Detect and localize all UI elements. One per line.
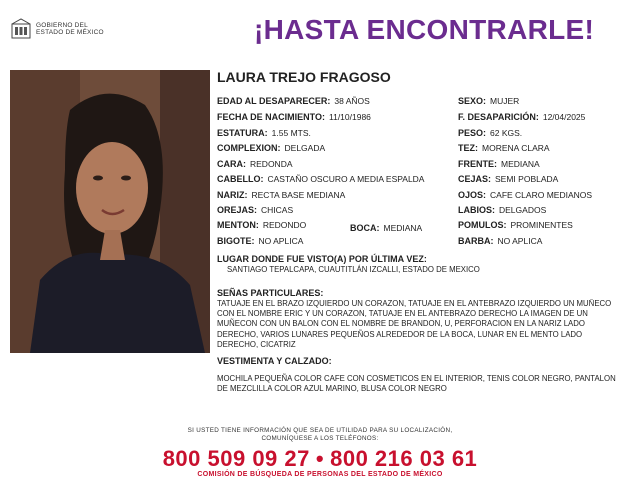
footer-info-line-1: SI USTED TIENE INFORMACIÓN QUE SEA DE UTILIDAD PARA SU LOCALIZACIÓN, bbox=[187, 427, 453, 434]
field-ears bbox=[217, 205, 293, 215]
field-label: CABELLO: bbox=[217, 174, 264, 184]
field-value: SEMI POBLADA bbox=[495, 174, 559, 184]
field-value: PROMINENTES bbox=[510, 220, 573, 230]
field-value: REDONDO bbox=[262, 220, 307, 230]
person-photo bbox=[10, 70, 210, 353]
field-label: CARA: bbox=[217, 159, 246, 169]
field-value: NO APLICA bbox=[497, 236, 543, 246]
field-label: PESO: bbox=[458, 128, 487, 138]
field-value: MEDIANA bbox=[501, 159, 540, 169]
government-logo bbox=[10, 18, 104, 40]
field-value: NO APLICA bbox=[258, 236, 304, 246]
field-value: REDONDA bbox=[250, 159, 293, 169]
field-label: BIGOTE: bbox=[217, 236, 255, 246]
field-label: OREJAS: bbox=[217, 205, 258, 215]
field-value: MEDIANA bbox=[383, 223, 423, 233]
phone-separator: • bbox=[315, 446, 325, 471]
phone-numbers bbox=[0, 446, 640, 472]
person-portrait-icon bbox=[10, 70, 210, 353]
field-value: 1.55 MTS. bbox=[271, 128, 311, 138]
field-label: COMPLEXION: bbox=[217, 143, 281, 153]
field-build bbox=[217, 143, 325, 153]
field-forehead bbox=[458, 159, 540, 169]
field-disappearance-date bbox=[458, 112, 585, 122]
field-label: F. DESAPARICIÓN: bbox=[458, 112, 539, 122]
footer-info-line-2: COMUNÍQUESE A LOS TELÉFONOS: bbox=[261, 435, 379, 442]
field-label: FECHA DE NACIMIENTO: bbox=[217, 112, 325, 122]
logo-line-1: GOBIERNO DEL bbox=[36, 21, 88, 29]
phone-1[interactable]: 800 509 09 27 bbox=[162, 446, 310, 471]
field-value: RECTA BASE MEDIANA bbox=[251, 190, 346, 200]
field-label: LABIOS: bbox=[458, 205, 495, 215]
headline: ¡HASTA ENCONTRARLE! bbox=[254, 14, 595, 45]
field-label: BARBA: bbox=[458, 236, 494, 246]
field-label: TEZ: bbox=[458, 143, 478, 153]
field-value: CAFE CLARO MEDIANOS bbox=[490, 190, 593, 200]
field-hair bbox=[217, 174, 424, 184]
field-value: 38 AÑOS bbox=[334, 96, 370, 106]
field-label: FRENTE: bbox=[458, 159, 497, 169]
field-label: MENTON: bbox=[217, 220, 259, 230]
field-beard bbox=[458, 236, 542, 246]
field-nose bbox=[217, 190, 345, 200]
field-label: OJOS: bbox=[458, 190, 487, 200]
field-lips bbox=[458, 205, 546, 215]
person-name: LAURA TREJO FRAGOSO bbox=[217, 69, 391, 85]
last-seen-label: LUGAR DONDE FUE VISTO(A) POR ÚLTIMA VEZ: bbox=[217, 254, 427, 264]
field-label: POMULOS: bbox=[458, 220, 507, 230]
phone-2[interactable]: 800 216 03 61 bbox=[330, 446, 478, 471]
last-seen-value: SANTIAGO TEPALCAPA, CUAUTITLÁN IZCALLI, ESTADO DE MEXICO bbox=[227, 265, 480, 274]
field-cheekbones bbox=[458, 220, 573, 230]
field-mouth bbox=[350, 223, 422, 233]
field-sex bbox=[458, 96, 519, 106]
field-birth-date bbox=[217, 112, 371, 122]
field-mustache bbox=[217, 236, 303, 246]
field-label: CEJAS: bbox=[458, 174, 492, 184]
field-value: MORENA CLARA bbox=[482, 143, 550, 153]
field-value: CHICAS bbox=[261, 205, 294, 215]
field-face bbox=[217, 159, 293, 169]
field-chin bbox=[217, 220, 306, 230]
field-age bbox=[217, 96, 370, 106]
field-value: MUJER bbox=[490, 96, 520, 106]
field-label: BOCA: bbox=[350, 223, 380, 233]
field-value: 62 KGS. bbox=[490, 128, 523, 138]
field-label: NARIZ: bbox=[217, 190, 248, 200]
field-value: 12/04/2025 bbox=[542, 112, 586, 122]
field-value: 11/10/1986 bbox=[329, 112, 371, 122]
marks-label: SEÑAS PARTICULARES: bbox=[217, 288, 324, 298]
field-value: CASTAÑO OSCURO A MEDIA ESPALDA bbox=[267, 174, 425, 184]
field-weight bbox=[458, 128, 522, 138]
clothing-value: MOCHILA PEQUEÑA COLOR CAFE CON COSMETICOS EN EL INTERIOR, TENIS COLOR NEGRO, PANTALON DE MEZCLILLA COLOR AZUL MARINO, BLUSA COLOR NEGRO bbox=[217, 374, 616, 394]
field-label: SEXO: bbox=[458, 96, 487, 106]
marks-value: TATUAJE EN EL BRAZO IZQUIERDO UN CORAZON, TATUAJE EN EL ANTEBRAZO IZQUIERDO UN MUÑECO CON EL NOMBRE ERIC Y UN CORAZON, TATUAJE EN EL ANTEBRAZO DERECHO LA IMAGEN DE UN MUÑECON CON UN BALON CON EL NOMBRE DE BRANDON, U, PERFORACION EN LA NARIZ LADO DERECHO, VARIOS LUNARES PEQUEÑOS ALREDEDOR DE LA BOCA, LUNAR EN EL MENTO LADO DERECHO, CICATRIZ bbox=[217, 299, 612, 349]
field-value: DELGADOS bbox=[499, 205, 547, 215]
field-complexion bbox=[458, 143, 550, 153]
field-label: ESTATURA: bbox=[217, 128, 268, 138]
field-height bbox=[217, 128, 311, 138]
commission-name: COMISIÓN DE BÚSQUEDA DE PERSONAS DEL ESTADO DE MÉXICO bbox=[197, 471, 443, 478]
field-value: DELGADA bbox=[284, 143, 326, 153]
field-eyes bbox=[458, 190, 592, 200]
state-seal-icon bbox=[10, 18, 32, 40]
field-eyebrows bbox=[458, 174, 558, 184]
field-label: EDAD AL DESAPARECER: bbox=[217, 96, 331, 106]
logo-line-2: ESTADO DE MÉXICO bbox=[36, 29, 104, 36]
clothing-label: VESTIMENTA Y CALZADO: bbox=[217, 356, 332, 366]
